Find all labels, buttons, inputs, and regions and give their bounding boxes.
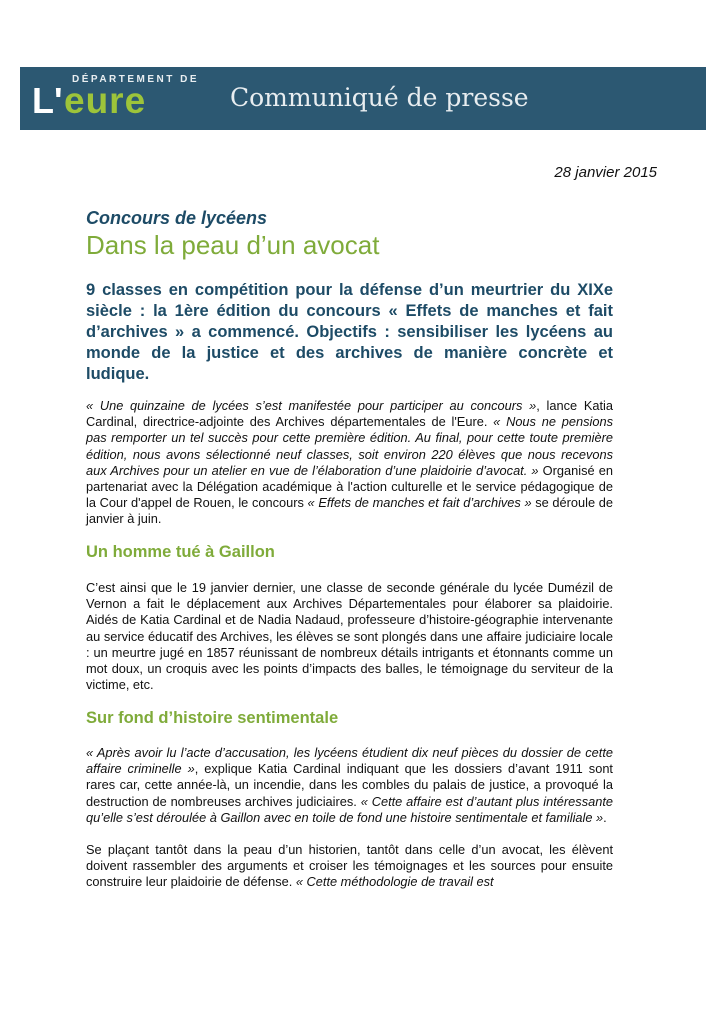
text: , explique Katia Cardinal indiquant que les dossiers d’avant 1911 sont rares car, cette année-là, un incendie, dans les combles du palais de justice, a provoqué la destruction de nombreuses archives judiciaires. <box>86 761 613 809</box>
quote: « Cette méthodologie de travail est <box>295 874 494 890</box>
text: Se plaçant tantôt dans la peau d’un historien, tantôt dans celle d’un avocat, les élèvent doivent rassembler des arguments et croiser les témoignages et les sources pour ensuite construire leur plaidoirie de défense. <box>86 842 613 890</box>
paragraph-4 <box>86 842 613 891</box>
text: , lance Katia Cardinal, directrice-adjointe des Archives départementales de l'Eure. <box>86 398 613 430</box>
kicker-title: Concours de lycéens <box>86 208 268 228</box>
quote: « Après avoir lu l’acte d’accusation, les lycéens étudient dix neuf pièces du dossier de cette affaire criminelle » <box>86 745 613 777</box>
logo-letter: L' <box>32 80 63 121</box>
paragraph-2: C’est ainsi que le 19 janvier dernier, une classe de seconde générale du lycée Dumézil de Vernon a fait le déplacement aux Archives Départementales pour élaborer sa plaidoirie. Aidés de Katia Cardinal et de Nadia Nadaud, professeure d’histoire-géographie intervenante au service éducatif des Archives, les élèves se sont plongés dans une affaire judiciaire locale : un meurtre jugé en 1857 réunissant de nombreux détails intrigants et étonnants comme un mot doux, un croquis avec les points d’impacts des balles, le témoignage du serviteur de la victime, etc. <box>86 580 613 693</box>
text: Organisé en partenariat avec la Délégation académique à l'action culturelle et le service pédagogique de la Cour d'appel de Rouen, le concours <box>86 462 613 511</box>
page-title: Dans la peau d’un avocat <box>86 230 380 260</box>
subheading-sentimentale: Sur fond d’histoire sentimentale <box>86 709 339 727</box>
quote: « Effets de manches et fait d’archives » <box>307 495 532 511</box>
quote: « Une quinzaine de lycées s’est manifestée pour participer au concours » <box>86 398 537 413</box>
logo-department-label: DÉPARTEMENT DE <box>72 74 200 85</box>
text: se déroule de janvier à juin. <box>86 495 613 527</box>
quote: « Cette affaire est d’autant plus intéressante qu’elle s’est déroulée à Gaillon avec en toile de fond une histoire sentimentale et familiale » <box>86 793 614 825</box>
lead-paragraph: 9 classes en compétition pour la défense d’un meurtrier du XIXe siècle : la 1ère édition du concours « Effets de manches et fait d’archives » a commencé. Objectifs : sensibiliser les lycéens au monde de la justice et des archives de manière concrète et ludique. <box>86 281 613 383</box>
paragraph-3 <box>86 745 613 826</box>
header-banner <box>20 67 706 130</box>
paragraph-1 <box>86 398 613 528</box>
header-title: Communiqué de presse <box>230 83 529 112</box>
subheading-gaillon: Un homme tué à Gaillon <box>86 543 275 561</box>
quote: « Nous ne pensions pas remporter un tel succès pour cette première édition. Au final, pour cette toute première édition, nous avons sélectionné neuf classes, soit environ 220 élèves que nous recevons aux Archives pour un atelier en vue de l’élaboration d’une plaidoirie d’avocat. » <box>86 414 613 478</box>
logo-name: eure <box>64 80 147 121</box>
press-date: 28 janvier 2015 <box>554 164 657 181</box>
text: . <box>603 809 607 825</box>
eure-logo <box>32 71 232 127</box>
